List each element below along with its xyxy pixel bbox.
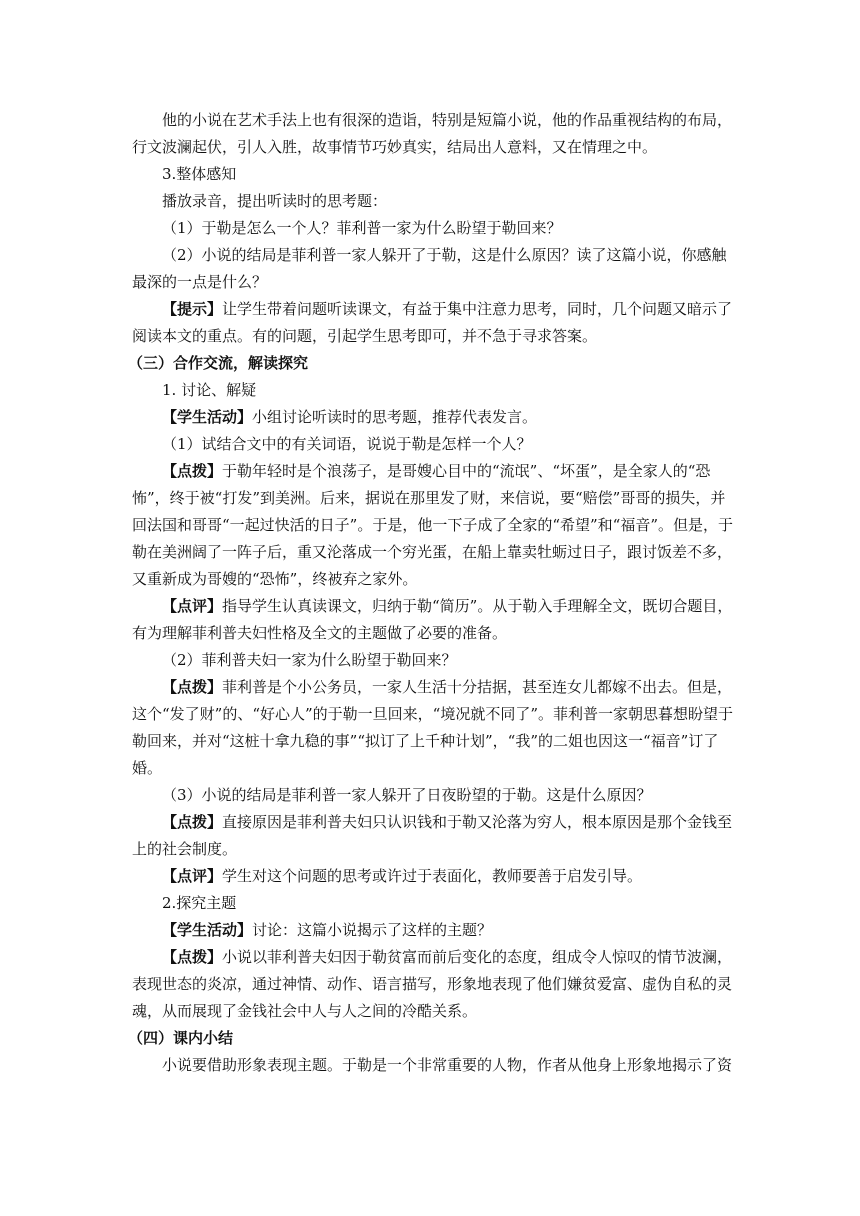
tag-label: 【学生活动】 xyxy=(162,408,253,426)
paragraph: 播放录音，提出听读时的思考题： xyxy=(162,192,388,210)
tag-label: 【学生活动】 xyxy=(162,921,253,939)
tag-label: 【提示】 xyxy=(162,300,223,318)
question-item: （2）小说的结局是菲利普一家人躲开了于勒，这是什么原因？读了这篇小说，你感触最深的一点是什么？ xyxy=(132,246,727,291)
tagged-paragraph xyxy=(132,863,736,890)
tag-text: 指导学生认真读课文，归纳于勒“简历”。从于勒入手理解全文，既切合题目，有为理解菲利普夫妇性格及全文的主题做了必要的准备。 xyxy=(132,597,733,642)
tag-text: 小组讨论听读时的思考题，推荐代表发言。 xyxy=(252,408,538,426)
tagged-paragraph xyxy=(132,458,736,593)
tag-label: 【点拨】 xyxy=(162,462,223,480)
tagged-paragraph xyxy=(132,674,736,782)
paragraph: 他的小说在艺术手法上也有很深的造诣，特别是短篇小说，他的作品重视结构的布局，行文波澜起伏，引人入胜，故事情节巧妙真实，结局出人意料，又在情理之中。 xyxy=(132,111,733,156)
paragraph: 小说要借助形象表现主题。于勒是一个非常重要的人物，作者从他身上形象地揭示了资 xyxy=(162,1056,733,1074)
section-subtitle: 1. 讨论、解疑 xyxy=(162,381,257,399)
tag-text: 讨论：这篇小说揭示了这样的主题？ xyxy=(252,921,493,939)
tag-text: 直接原因是菲利普夫妇只认识钱和于勒又沦落为穷人，根本原因是那个金钱至上的社会制度。 xyxy=(132,813,733,858)
tag-text: 让学生带着问题听读课文，有益于集中注意力思考，同时，几个问题又暗示了阅读本文的重点。有的问题，引起学生思考即可，并不急于寻求答案。 xyxy=(132,300,733,345)
section-heading: （四）课内小结 xyxy=(128,1029,234,1047)
tag-text: 于勒年轻时是个浪荡子，是哥嫂心目中的“流氓”、“坏蛋”，是全家人的“恐怖”，终于被“打发”到美洲。后来，据说在那里发了财，来信说，要“赔偿”哥哥的损失，并回法国和哥哥“一起过快活的日子”。于是，他一下子成了全家的“希望”和“福音”。但是，于勒在美洲阔了一阵子后，重又沦落成一个穷光蛋，在船上靠卖牡蛎过日子，跟讨饭差不多，又重新成为哥嫂的“恐怖”，终被弃之家外。 xyxy=(132,462,734,588)
tagged-paragraph xyxy=(132,296,736,350)
section-subtitle: 2.探究主题 xyxy=(162,894,237,912)
question-item: （3）小说的结局是菲利普一家人躲开了日夜盼望的于勒。这是什么原因？ xyxy=(162,786,652,804)
tag-text: 菲利普是个小公务员，一家人生活十分拮据，甚至连女儿都嫁不出去。但是，这个“发了财”的、“好心人”的于勒一旦回来，“境况就不同了”。菲利普一家朝思暮想盼望于勒回来，并对“这桩十拿九稳的事”“拟订了上千种计划”，“我”的二姐也因这一“福音”订了婚。 xyxy=(132,678,734,777)
section-subtitle: 3.整体感知 xyxy=(162,165,237,183)
tagged-paragraph xyxy=(132,809,736,863)
tag-label: 【点评】 xyxy=(162,867,223,885)
tag-label: 【点评】 xyxy=(162,597,223,615)
tag-text: 学生对这个问题的思考或许过于表面化，教师要善于启发引导。 xyxy=(222,867,643,885)
tagged-paragraph xyxy=(132,593,736,647)
tagged-paragraph xyxy=(132,917,736,944)
tag-text: 小说以菲利普夫妇因于勒贫富而前后变化的态度，组成令人惊叹的情节波澜，表现世态的炎凉，通过神情、动作、语言描写，形象地表现了他们嫌贫爱富、虚伪自私的灵魂，从而展现了金钱社会中人与人之间的冷酷关系。 xyxy=(132,948,733,1020)
question-item: （1）于勒是怎么一个人？菲利普一家为什么盼望于勒回来？ xyxy=(162,219,562,237)
tagged-paragraph xyxy=(132,944,736,1025)
section-heading: （三）合作交流，解读探究 xyxy=(128,354,309,372)
question-item: （2）菲利普夫妇一家为什么盼望于勒回来？ xyxy=(162,651,457,669)
document-page xyxy=(128,107,736,1079)
tagged-paragraph xyxy=(132,404,736,431)
tag-label: 【点拨】 xyxy=(162,678,223,696)
tag-label: 【点拨】 xyxy=(162,948,223,966)
question-item: （1）试结合文中的有关词语，说说于勒是怎样一个人？ xyxy=(162,435,532,453)
tag-label: 【点拨】 xyxy=(162,813,223,831)
